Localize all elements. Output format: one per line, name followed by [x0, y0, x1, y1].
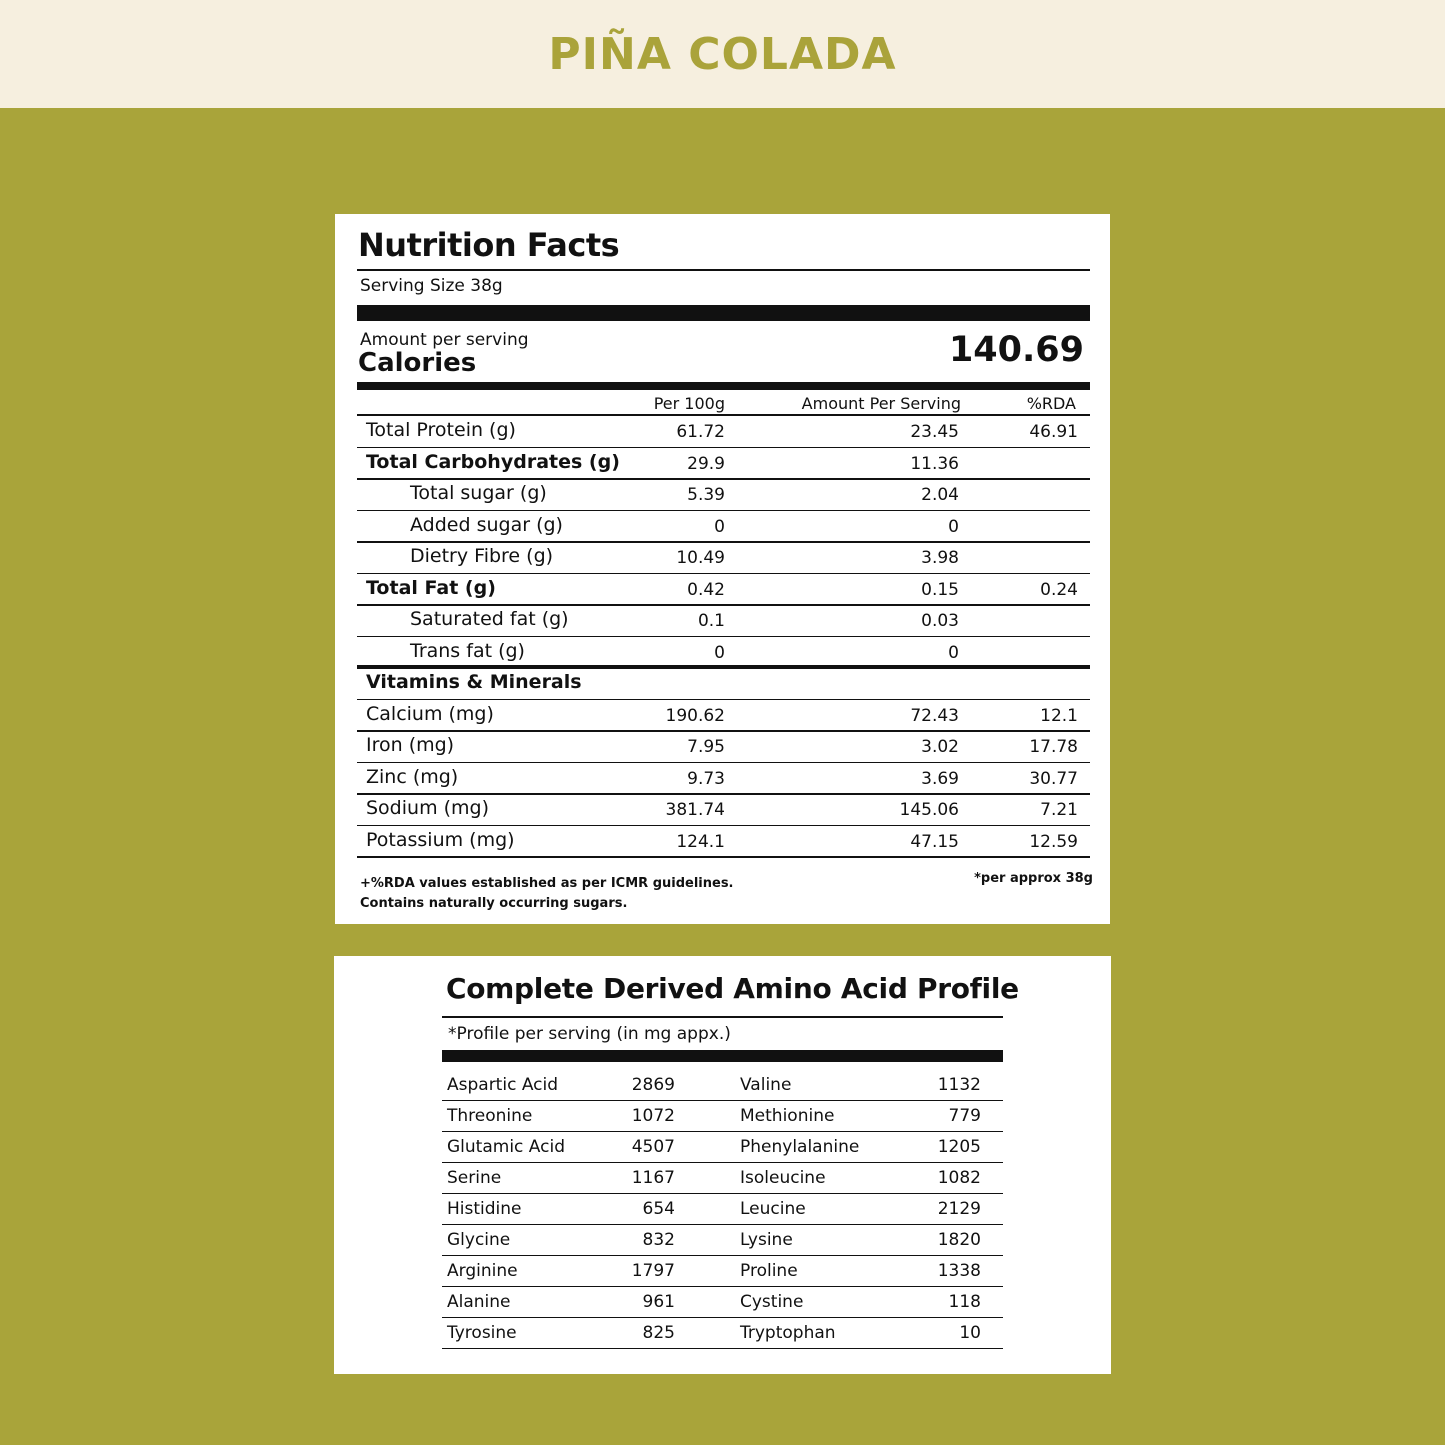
amino-acid-name: Threonine — [447, 1106, 533, 1126]
nutrition-row — [357, 542, 1090, 574]
per-serving-value: 72.43 — [910, 705, 959, 726]
amino-acid-row — [442, 1163, 1003, 1194]
amino-acid-value: 1820 — [937, 1230, 981, 1250]
rda-value: 12.1 — [1040, 705, 1078, 726]
rda-value: 46.91 — [1029, 422, 1078, 442]
amino-acid-value: 961 — [642, 1292, 675, 1312]
amino-acid-value: 832 — [642, 1230, 675, 1250]
nutrition-facts-title: Nutrition Facts — [358, 226, 620, 264]
amino-acid-name: Arginine — [447, 1261, 518, 1281]
amino-acid-value: 1338 — [937, 1261, 981, 1281]
per-serving-value: 0 — [948, 642, 959, 663]
nutrition-row — [357, 511, 1090, 543]
thick-divider — [357, 305, 1090, 321]
amino-acid-value: 654 — [642, 1199, 675, 1219]
nutrient-label: Total Protein (g) — [366, 419, 516, 441]
per-100g-value: 9.73 — [687, 768, 725, 789]
nutrient-label: Zinc (mg) — [366, 765, 459, 788]
rda-value: 30.77 — [1029, 768, 1078, 789]
amino-acid-value: 1082 — [937, 1168, 981, 1188]
column-header-rda: %RDA — [1026, 394, 1076, 413]
amino-acid-name: Methionine — [740, 1106, 835, 1126]
amino-acid-row — [442, 1132, 1003, 1163]
footnote-rda: +%RDA values established as per ICMR guidelines. — [360, 876, 734, 891]
nutrition-row — [357, 668, 1090, 700]
amino-acid-name: Proline — [740, 1261, 798, 1281]
amino-acid-value: 2869 — [631, 1075, 675, 1095]
amino-acid-name: Tryptophan — [740, 1323, 836, 1343]
per-100g-value: 0 — [714, 642, 725, 663]
nutrition-row — [357, 574, 1090, 606]
amino-acid-value: 1797 — [631, 1261, 675, 1281]
column-header-per-100g: Per 100g — [653, 394, 725, 413]
row-divider — [357, 856, 1090, 858]
per-100g-value: 0.1 — [697, 611, 725, 631]
amino-acid-panel — [334, 956, 1111, 1374]
rda-value: 7.21 — [1040, 800, 1078, 820]
per-serving-value: 3.69 — [921, 768, 959, 789]
per-100g-value: 381.74 — [665, 800, 725, 820]
per-serving-value: 2.04 — [921, 485, 959, 505]
amino-acid-name: Glycine — [447, 1230, 511, 1250]
per-serving-value: 0.03 — [921, 611, 959, 631]
amino-acid-row — [442, 1194, 1003, 1225]
nutrition-facts-panel — [335, 214, 1110, 924]
rda-value: 17.78 — [1029, 737, 1078, 757]
nutrition-row — [357, 794, 1090, 826]
per-serving-value: 3.02 — [921, 737, 959, 757]
amino-acid-row — [442, 1070, 1003, 1101]
nutrition-row — [357, 826, 1090, 858]
per-serving-value: 23.45 — [910, 422, 959, 442]
rda-value: 0.24 — [1040, 579, 1078, 600]
per-serving-value: 0 — [948, 516, 959, 537]
amino-acid-value: 118 — [948, 1292, 981, 1312]
nutrient-label: Trans fat (g) — [410, 639, 525, 662]
amino-acid-row — [442, 1101, 1003, 1132]
amino-acid-name: Serine — [447, 1168, 502, 1188]
calories-value: 140.69 — [948, 330, 1084, 370]
per-100g-value: 190.62 — [665, 705, 725, 726]
amino-acid-name: Glutamic Acid — [447, 1137, 565, 1157]
footnote-serving: *per approx 38g — [974, 871, 1093, 886]
nutrition-row — [357, 416, 1090, 448]
nutrient-label: Total sugar (g) — [410, 482, 547, 504]
per-serving-value: 145.06 — [899, 800, 959, 820]
amino-acid-name: Cystine — [740, 1292, 804, 1312]
nutrient-label: Iron (mg) — [366, 734, 455, 756]
amino-acid-row — [442, 1256, 1003, 1287]
per-100g-value: 0.42 — [687, 579, 725, 600]
calories-label: Calories — [358, 348, 477, 378]
amino-acid-title: Complete Derived Amino Acid Profile — [446, 972, 1019, 1005]
per-100g-value: 124.1 — [676, 831, 725, 852]
amino-acid-name: Aspartic Acid — [447, 1075, 559, 1095]
amino-acid-name: Valine — [740, 1075, 792, 1095]
amino-acid-row — [442, 1287, 1003, 1318]
amount-per-serving-label: Amount per serving — [360, 330, 529, 350]
nutrition-row — [357, 637, 1090, 669]
amino-acid-name: Tyrosine — [447, 1323, 517, 1343]
per-100g-value: 7.95 — [687, 737, 725, 757]
amino-acid-name: Lysine — [740, 1230, 793, 1250]
per-100g-value: 10.49 — [676, 548, 725, 568]
amino-acid-name: Alanine — [447, 1292, 511, 1312]
per-100g-value: 29.9 — [687, 453, 725, 474]
nutrition-row — [357, 700, 1090, 732]
amino-acid-value: 1132 — [937, 1075, 981, 1095]
nutrition-row — [357, 763, 1090, 795]
column-header-per-serving: Amount Per Serving — [801, 394, 961, 413]
amino-acid-row — [442, 1225, 1003, 1256]
divider — [357, 269, 1090, 271]
nutrient-label: Saturated fat (g) — [410, 608, 569, 630]
amino-acid-name: Leucine — [740, 1199, 806, 1219]
page-title: PIÑA COLADA — [548, 28, 897, 80]
nutrition-row — [357, 479, 1090, 511]
nutrient-label: Calcium (mg) — [366, 702, 494, 725]
footnote-sugars: Contains naturally occurring sugars. — [360, 896, 628, 911]
amino-acid-name: Phenylalanine — [740, 1137, 860, 1157]
per-100g-value: 5.39 — [687, 485, 725, 505]
amino-acid-note: *Profile per serving (in mg appx.) — [448, 1024, 731, 1044]
footnote — [360, 874, 734, 914]
rda-value: 12.59 — [1029, 831, 1078, 852]
amino-acid-name: Histidine — [447, 1199, 522, 1219]
per-serving-value: 3.98 — [921, 548, 959, 568]
nutrient-label: Total Fat (g) — [366, 576, 496, 599]
per-serving-value: 11.36 — [910, 453, 959, 474]
row-divider — [442, 1348, 1003, 1350]
nutrition-row — [357, 448, 1090, 480]
amino-acid-value: 10 — [959, 1323, 981, 1343]
nutrient-label: Added sugar (g) — [410, 513, 563, 536]
serving-size: Serving Size 38g — [360, 276, 503, 296]
amino-acid-value: 779 — [948, 1106, 981, 1126]
page-header — [0, 0, 1445, 108]
nutrient-label: Sodium (mg) — [366, 797, 490, 819]
per-100g-value: 0 — [714, 516, 725, 537]
thick-divider — [442, 1050, 1003, 1062]
amino-acid-name: Isoleucine — [740, 1168, 826, 1188]
amino-acid-value: 1072 — [631, 1106, 675, 1126]
nutrient-label: Vitamins & Minerals — [366, 671, 582, 693]
amino-acid-value: 2129 — [937, 1199, 981, 1219]
amino-acid-row — [442, 1318, 1003, 1349]
nutrient-label: Total Carbohydrates (g) — [366, 450, 620, 473]
nutrient-label: Potassium (mg) — [366, 828, 515, 851]
nutrition-row — [357, 605, 1090, 637]
amino-acid-value: 4507 — [631, 1137, 675, 1157]
nutrient-label: Dietry Fibre (g) — [410, 545, 554, 567]
per-serving-value: 47.15 — [910, 831, 959, 852]
nutrition-row — [357, 731, 1090, 763]
amino-acid-value: 1205 — [937, 1137, 981, 1157]
divider — [442, 1016, 1003, 1018]
amino-acid-value: 1167 — [631, 1168, 675, 1188]
medium-divider — [357, 382, 1090, 390]
per-serving-value: 0.15 — [921, 579, 959, 600]
per-100g-value: 61.72 — [676, 422, 725, 442]
amino-acid-value: 825 — [642, 1323, 675, 1343]
